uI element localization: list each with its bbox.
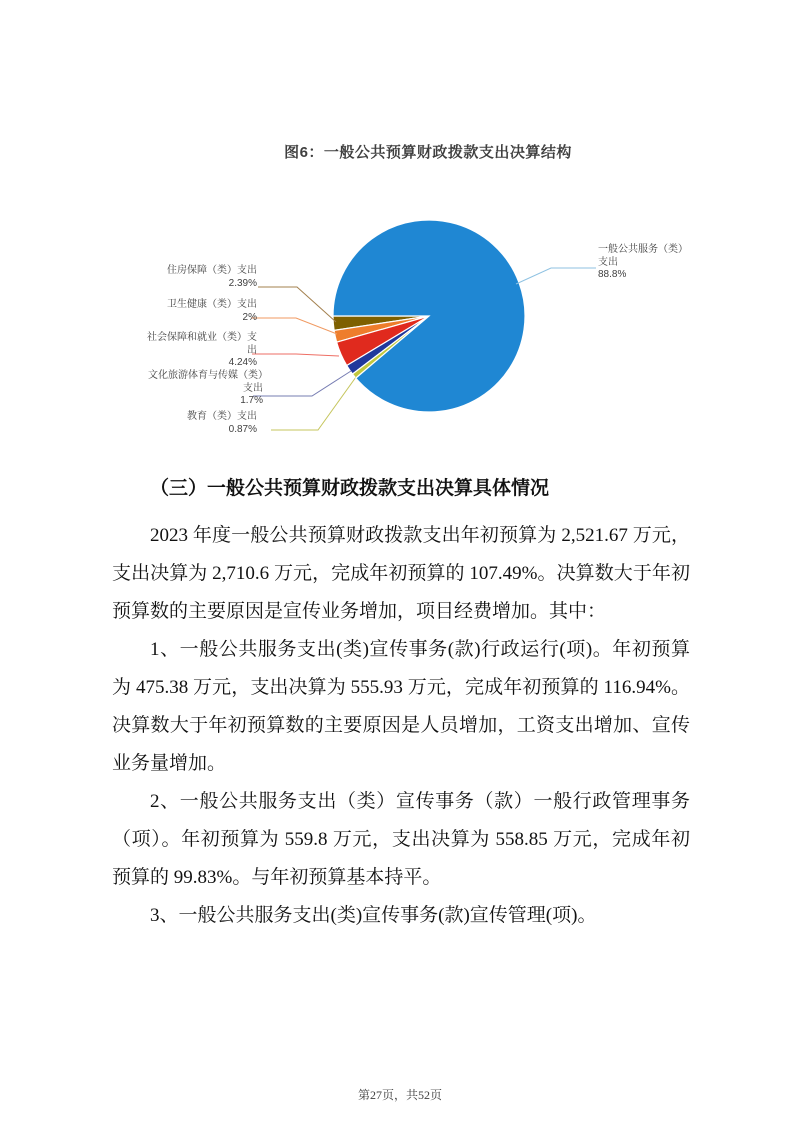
leader-line-0 xyxy=(258,287,336,322)
figure-title: 图6：一般公共预算财政拨款支出决算结构 xyxy=(284,144,572,161)
pie-label-percent: 1.7% xyxy=(240,395,263,406)
pie-chart xyxy=(0,0,800,465)
leader-line-1 xyxy=(251,318,337,334)
pie-label-percent: 0.87% xyxy=(228,423,257,435)
pie-label-percent: 88.8% xyxy=(598,269,627,280)
pie-label-text: 住房保障（类）支出 xyxy=(167,265,257,276)
pie-label-5 xyxy=(598,244,694,282)
page-number: 第27页，共52页 xyxy=(357,1088,442,1102)
pie-label-text: 社会保障和就业（类）支出 xyxy=(147,332,257,356)
pie-label-percent: 2% xyxy=(242,311,257,323)
pie-label-0 xyxy=(147,265,257,290)
pie-label-text: 教育（类）支出 xyxy=(187,411,257,422)
body-paragraph: 2023 年度一般公共预算财政拨款支出年初预算为 2,521.67 万元，支出决算为 2,710.6 万元，完成年初预算的 107.49%。决算数大于年初预算数的主要原因是宣传业务增加，项目经费增加。其中： xyxy=(112,525,690,622)
body-paragraph: 3、一般公共服务支出(类)宣传事务(款)宣传管理(项)。 xyxy=(150,905,597,926)
document-body xyxy=(112,470,690,935)
pie-label-text: 一般公共服务（类）支出 xyxy=(598,244,688,268)
pie-label-text: 文化旅游体育与传媒（类）支出 xyxy=(148,370,263,394)
pie-label-1 xyxy=(147,299,257,324)
leader-line-4 xyxy=(271,377,356,430)
leader-line-5 xyxy=(516,268,596,284)
pie-label-3 xyxy=(147,370,263,408)
figure-6-chart xyxy=(0,0,800,465)
leader-line-2 xyxy=(252,354,339,356)
body-paragraph: 1、一般公共服务支出(类)宣传事务(款)行政运行(项)。年初预算为 475.38 万元，支出决算为 555.93 万元，完成年初预算的 116.94%。决算数大于年初预算数的主要原因是人员增加，工资支出增加、宣传业务量增加。 xyxy=(112,639,690,774)
pie-label-text: 卫生健康（类）支出 xyxy=(167,299,257,310)
pie-label-percent: 2.39% xyxy=(228,277,257,289)
pie-label-percent: 4.24% xyxy=(228,357,257,368)
body-paragraph: 2、一般公共服务支出（类）宣传事务（款）一般行政管理事务（项）。年初预算为 559.8 万元，支出决算为 558.85 万元，完成年初预算的 99.83%。与年初预算基本持平。 xyxy=(112,791,690,888)
pie-label-4 xyxy=(147,411,257,436)
section-heading: （三）一般公共预算财政拨款支出决算具体情况 xyxy=(150,478,550,499)
leader-line-3 xyxy=(253,371,351,396)
pie-label-2 xyxy=(141,332,257,370)
pie-slice-5 xyxy=(333,220,525,412)
